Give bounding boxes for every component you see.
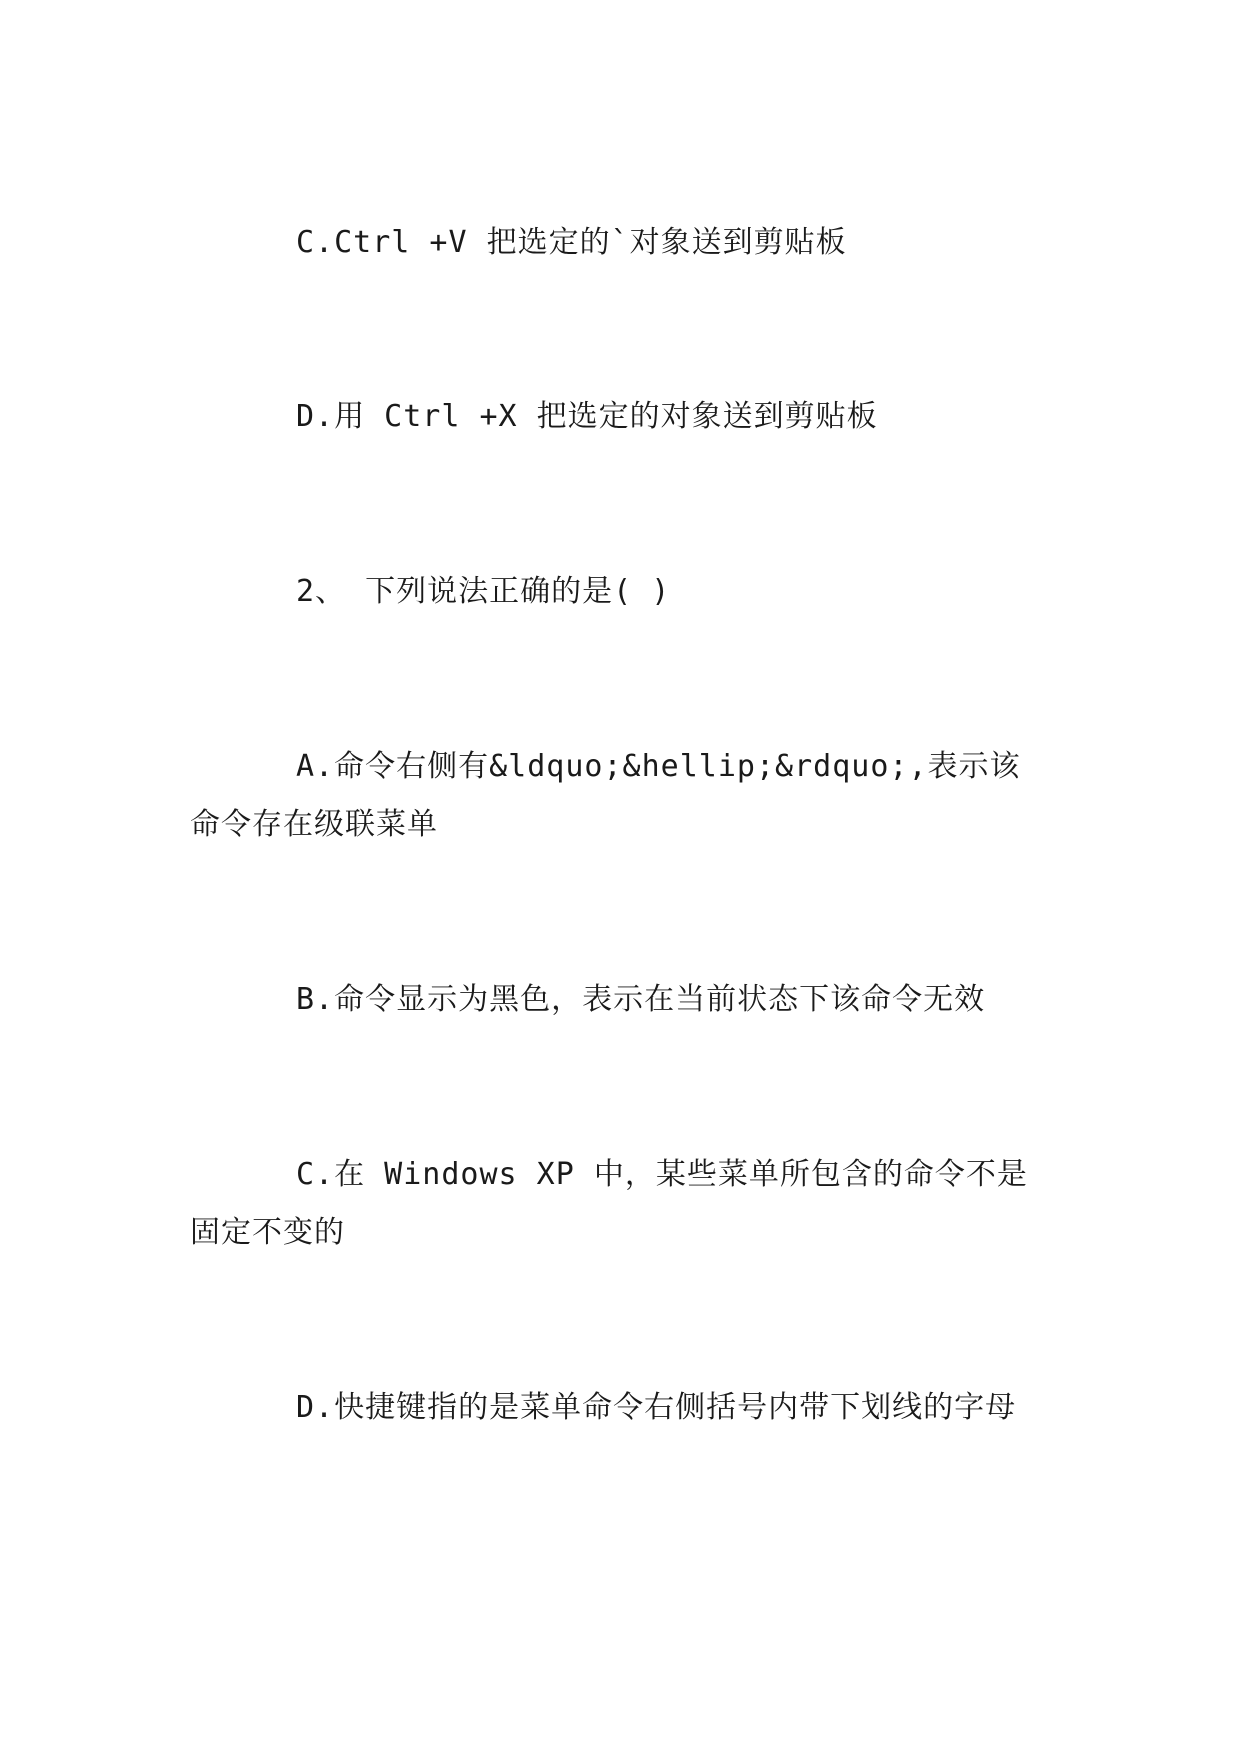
option-d-shortcut-key: D.快捷键指的是菜单命令右侧括号内带下划线的字母 [296,1390,1017,1425]
question-2-heading: 2、 下列说法正确的是( ) [296,574,671,609]
option-b-black-command: B.命令显示为黑色，表示在当前状态下该命令无效 [296,982,986,1017]
option-c-ctrl-v: C.Ctrl +V 把选定的`对象送到剪贴板 [296,225,847,260]
option-d-ctrl-x: D.用 Ctrl +X 把选定的对象送到剪贴板 [296,399,878,434]
option-a-cascade-menu: A.命令右侧有&ldquo;&hellip;&rdquo;,表示该命令存在级联菜单 [190,749,1021,842]
option-c-windows-xp: C.在 Windows XP 中，某些菜单所包含的命令不是固定不变的 [190,1157,1028,1250]
